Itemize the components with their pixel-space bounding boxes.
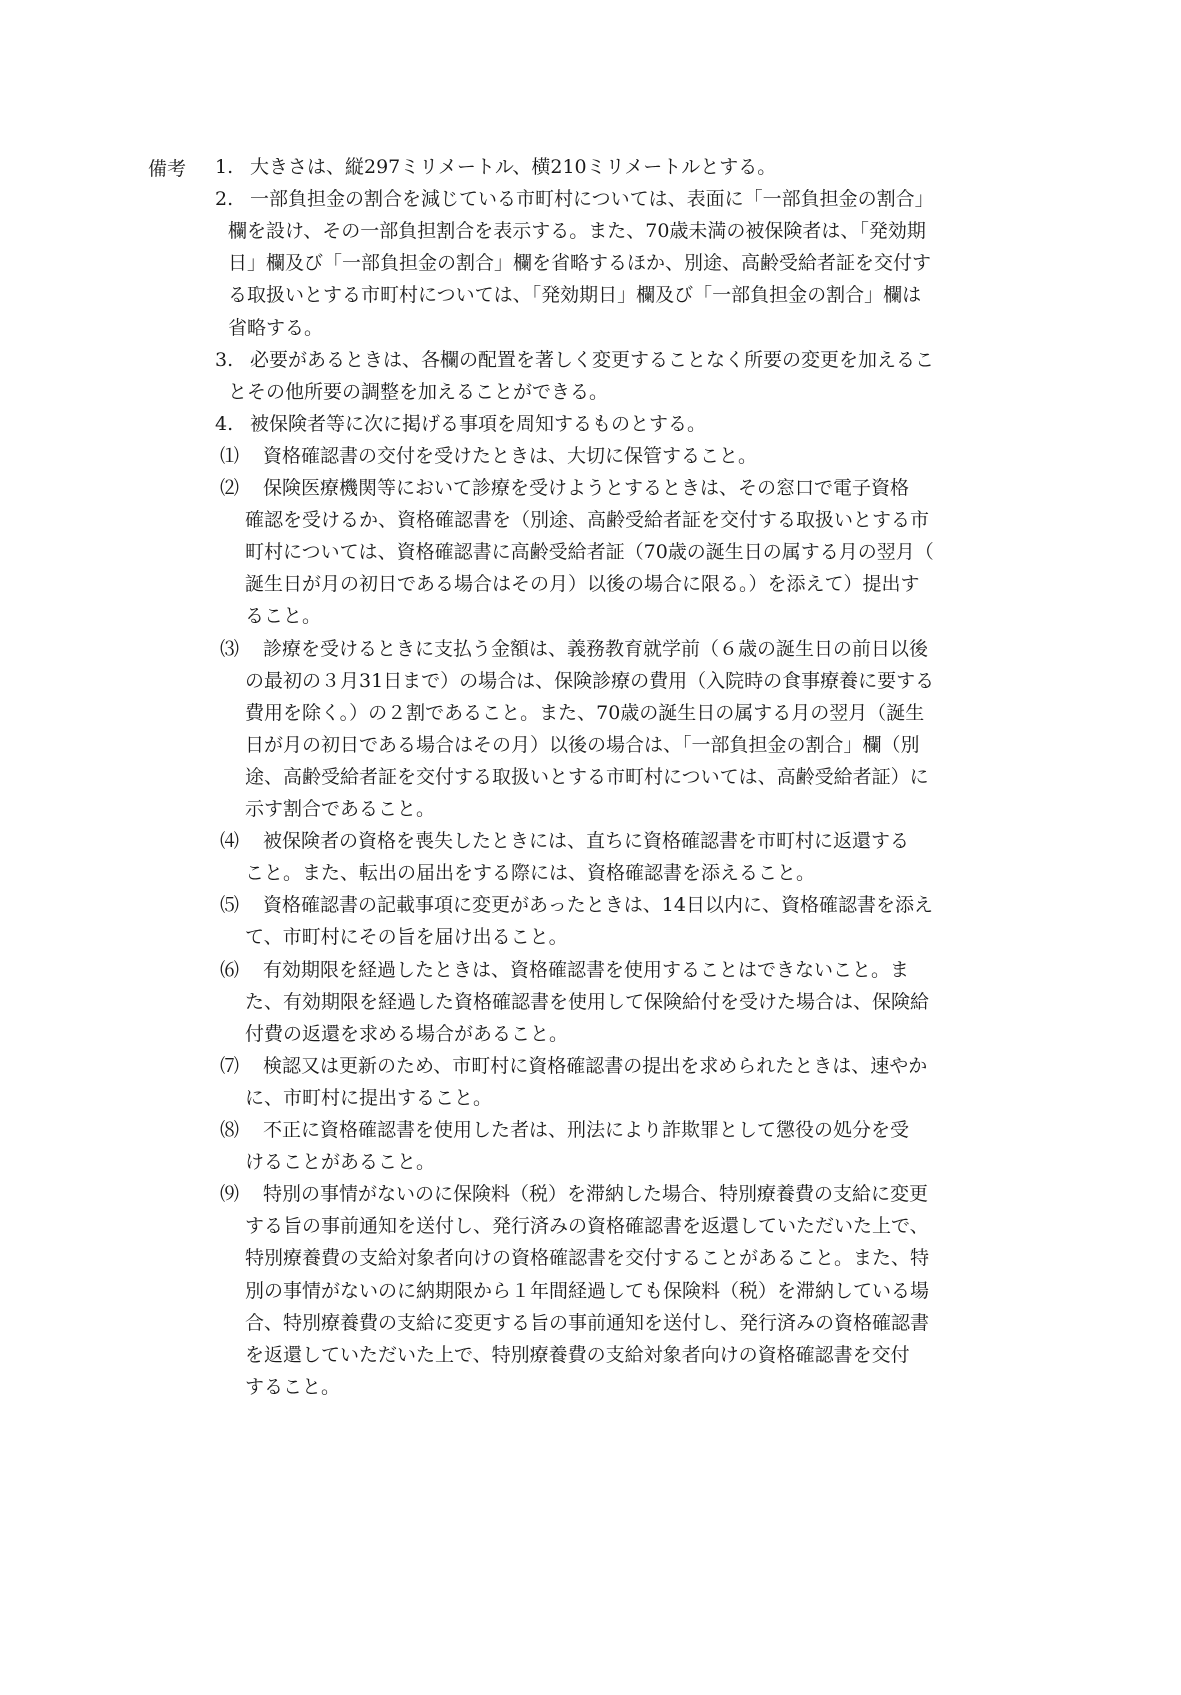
subitem-text-line: 誕生日が月の初日である場合はその月）以後の場合に限る。）を添えて）提出す — [245, 573, 920, 596]
subitem-number: ⑼ — [220, 1183, 240, 1206]
subitem-number: ⑺ — [220, 1054, 240, 1077]
remarks-label: 備考 — [148, 158, 187, 180]
subitem-text-line: 確認を受けるか、資格確認書を（別途、高齢受給者証を交付する取扱いとする市 — [245, 509, 930, 532]
subitem-text-line: 付費の返還を求める場合があること。 — [245, 1022, 569, 1045]
subitem-text-line: に、市町村に提出すること。 — [245, 1086, 493, 1109]
item-text-line: 大きさは、縦297ミリメートル、横210ミリメートルとする。 — [250, 156, 777, 178]
item-number: 4. — [215, 412, 234, 435]
subitem-text-line: 診療を受けるときに支払う金額は、義務教育就学前（６歳の誕生日の前日以後 — [263, 637, 929, 660]
subitem-text-line: ること。 — [245, 605, 322, 628]
subitem-text-line: 町村については、資格確認書に高齢受給者証（70歳の誕生日の属する月の翌月（ — [245, 541, 934, 564]
subitem-text-line: こと。また、転出の届出をする際には、資格確認書を添えること。 — [245, 862, 816, 885]
subitem-number: ⑵ — [220, 477, 240, 499]
subitem-text-line: 示す割合であること。 — [245, 798, 436, 820]
item-number: 1. — [215, 156, 234, 178]
item-number: 3. — [215, 348, 234, 371]
subitem-text-line: 日が月の初日である場合はその月）以後の場合は、「一部負担金の割合」欄（別 — [245, 733, 920, 756]
subitem-text-line: を返還していただいた上で、特別療養費の支給対象者向けの資格確認書を交付 — [245, 1343, 910, 1366]
subitem-number: ⑸ — [220, 894, 240, 917]
item-text-line: る取扱いとする市町村については、「発効期日」欄及び「一部負担金の割合」欄は — [228, 284, 922, 307]
item-text-line: 欄を設け、その一部負担割合を表示する。また、70歳未満の被保険者は、「発効期 — [228, 220, 926, 243]
subitem-text-line: 検認又は更新のため、市町村に資格確認書の提出を求められたときは、速やか — [263, 1054, 928, 1077]
subitem-text-line: 別の事情がないのに納期限から１年間経過しても保険料（税）を滞納している場 — [245, 1279, 930, 1302]
subitem-number: ⑹ — [220, 958, 240, 981]
subitem-text-line: する旨の事前通知を送付し、発行済みの資格確認書を返還していただいた上で、 — [245, 1215, 929, 1238]
subitem-number: ⑶ — [220, 637, 240, 660]
subitem-text-line: て、市町村にその旨を届け出ること。 — [245, 926, 568, 949]
item-text-line: 省略する。 — [228, 316, 324, 339]
subitem-text-line: すること。 — [245, 1375, 341, 1398]
subitem-text-line: の最初の３月31日まで）の場合は、保険診療の費用（入院時の食事療養に要する — [245, 669, 935, 692]
item-text-line: 一部負担金の割合を減じている市町村については、表面に「一部負担金の割合」 — [250, 188, 934, 211]
subitem-number: ⑻ — [220, 1119, 240, 1141]
subitem-text-line: 特別療養費の支給対象者向けの資格確認書を交付することがあること。また、特 — [245, 1247, 930, 1270]
document-page — [145, 150, 1035, 1500]
subitem-number: ⑴ — [220, 444, 240, 467]
item-text-line: 日」欄及び「一部負担金の割合」欄を省略するほか、別途、高齢受給者証を交付す — [228, 252, 932, 275]
subitem-text-line: けることがあること。 — [245, 1151, 436, 1174]
subitem-text-line: 合、特別療養費の支給に変更する旨の事前通知を送付し、発行済みの資格確認書 — [245, 1311, 930, 1334]
subitem-number: ⑷ — [220, 830, 240, 853]
subitem-text-line: 保険医療機関等において診療を受けようとするときは、その窓口で電子資格 — [263, 477, 910, 499]
item-text-line: 必要があるときは、各欄の配置を著しく変更することなく所要の変更を加えるこ — [250, 348, 935, 371]
subitem-text-line: 有効期限を経過したときは、資格確認書を使用することはできないこと。ま — [263, 958, 910, 981]
subitem-text-line: 不正に資格確認書を使用した者は、刑法により詐欺罪として懲役の処分を受 — [263, 1119, 910, 1141]
subitem-text-line: 資格確認書の記載事項に変更があったときは、14日以内に、資格確認書を添え — [263, 894, 933, 917]
subitem-text-line: た、有効期限を経過した資格確認書を使用して保険給付を受けた場合は、保険給 — [245, 990, 930, 1013]
item-text-line: 被保険者等に次に掲げる事項を周知するものとする。 — [250, 412, 707, 435]
item-text-line: とその他所要の調整を加えることができる。 — [228, 380, 609, 403]
subitem-text-line: 特別の事情がないのに保険料（税）を滞納した場合、特別療養費の支給に変更 — [263, 1183, 929, 1206]
subitem-text-line: 費用を除く。）の２割であること。また、70歳の誕生日の属する月の翌月（誕生 — [245, 701, 925, 724]
subitem-text-line: 資格確認書の交付を受けたときは、大切に保管すること。 — [263, 444, 758, 467]
subitem-text-line: 途、高齢受給者証を交付する取扱いとする市町村については、高齢受給者証）に — [245, 765, 929, 788]
item-number: 2. — [215, 188, 234, 211]
subitem-text-line: 被保険者の資格を喪失したときには、直ちに資格確認書を市町村に返還する — [263, 830, 910, 853]
